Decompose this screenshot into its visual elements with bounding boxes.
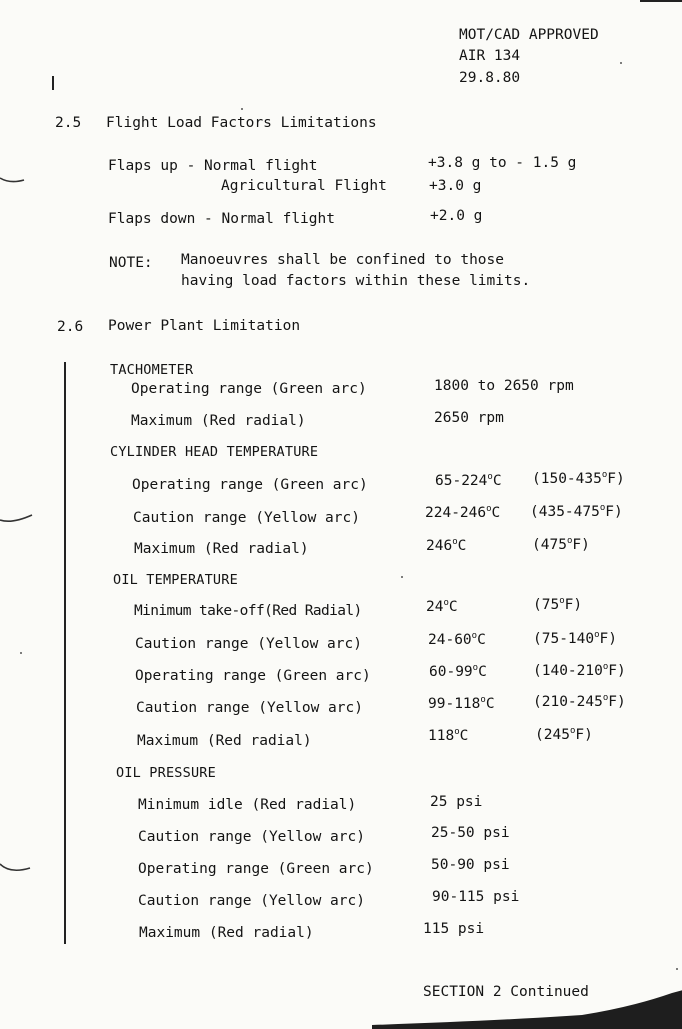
speck [676,968,678,970]
page-edge-mark [640,0,682,2]
margin-tick-mark [52,76,54,90]
limit-value: 2650 rpm [434,410,504,426]
limit-label: Operating range (Green arc) [135,668,371,684]
agricultural-value: +3.0 g [429,178,482,194]
limit-label: Caution range (Yellow arc) [136,700,363,716]
limit-label: Caution range (Yellow arc) [133,510,360,526]
section-title: Power Plant Limitation [108,318,301,334]
fahrenheit-value: (210-245$^o$F) [533,693,626,710]
note-line: having load factors within these limits. [181,273,531,289]
limit-label: Caution range (Yellow arc) [138,893,365,909]
limit-value: 50-90 psi [431,857,510,873]
hole-punch-mark [0,172,28,186]
limit-value: 25 psi [430,794,483,810]
group-title: CYLINDER HEAD TEMPERATURE [110,444,319,460]
approval-line-1: MOT/CAD APPROVED [459,27,599,43]
limit-label: Caution range (Yellow arc) [138,829,365,845]
speck [401,576,403,578]
group-title: TACHOMETER [110,362,194,378]
fahrenheit-value: (150-435$^o$F) [532,470,625,487]
flaps-down-label: Flaps down - Normal flight [108,211,335,227]
flaps-up-value: +3.8 g to - 1.5 g [428,155,577,171]
speck [241,108,243,110]
fahrenheit-value: (140-210$^o$F) [533,662,626,679]
limit-label: Maximum (Red radial) [139,925,314,941]
fahrenheit-value: (75$^o$F) [533,596,583,613]
group-title: OIL TEMPERATURE [113,572,238,588]
hole-punch-mark [0,512,36,526]
limit-label: Maximum (Red radial) [134,541,309,557]
celsius-value: 65-224$^o$C [435,472,502,489]
limit-value: 115 psi [423,921,485,937]
agricultural-label: Agricultural Flight [221,178,387,194]
approval-date: 29.8.80 [459,70,521,86]
celsius-value: 246$^o$C [426,537,467,554]
limit-value: 25-50 psi [431,825,510,841]
approval-line-2: AIR 134 [459,48,521,64]
note-label: NOTE: [109,255,153,271]
limit-label: Operating range (Green arc) [132,477,368,493]
revision-bar [64,362,66,944]
limit-label: Minimum take-off(Red Radial) [134,603,362,619]
fahrenheit-value: (245$^o$F) [535,726,593,743]
limit-label: Operating range (Green arc) [138,861,374,877]
group-title: OIL PRESSURE [116,765,216,781]
celsius-value: 60-99$^o$C [429,663,487,680]
limit-label: Maximum (Red radial) [137,733,312,749]
limit-value: 1800 to 2650 rpm [434,378,574,394]
flaps-down-value: +2.0 g [430,208,483,224]
limit-label: Maximum (Red radial) [131,413,306,429]
hole-punch-mark [0,860,34,876]
section-number: 2.6 [57,319,84,335]
limit-label: Caution range (Yellow arc) [135,636,362,652]
speck [20,652,22,654]
section-title: Flight Load Factors Limitations [106,115,377,131]
limit-label: Minimum idle (Red radial) [138,797,357,813]
note-line: Manoeuvres shall be confined to those [181,252,505,268]
celsius-value: 24-60$^o$C [428,631,486,648]
fahrenheit-value: (75-140$^o$F) [533,630,618,647]
flaps-up-label: Flaps up - Normal flight [108,158,318,174]
section-number: 2.5 [55,115,82,131]
speck [620,62,622,64]
fahrenheit-value: (475$^o$F) [532,536,590,553]
celsius-value: 224-246$^o$C [425,504,501,521]
limit-value: 90-115 psi [432,889,520,905]
fahrenheit-value: (435-475$^o$F) [530,503,623,520]
celsius-value: 24$^o$C [426,598,458,615]
footer-continued: SECTION 2 Continued [423,984,589,1000]
celsius-value: 118$^o$C [428,727,469,744]
limit-label: Operating range (Green arc) [131,381,367,397]
celsius-value: 99-118$^o$C [428,695,495,712]
